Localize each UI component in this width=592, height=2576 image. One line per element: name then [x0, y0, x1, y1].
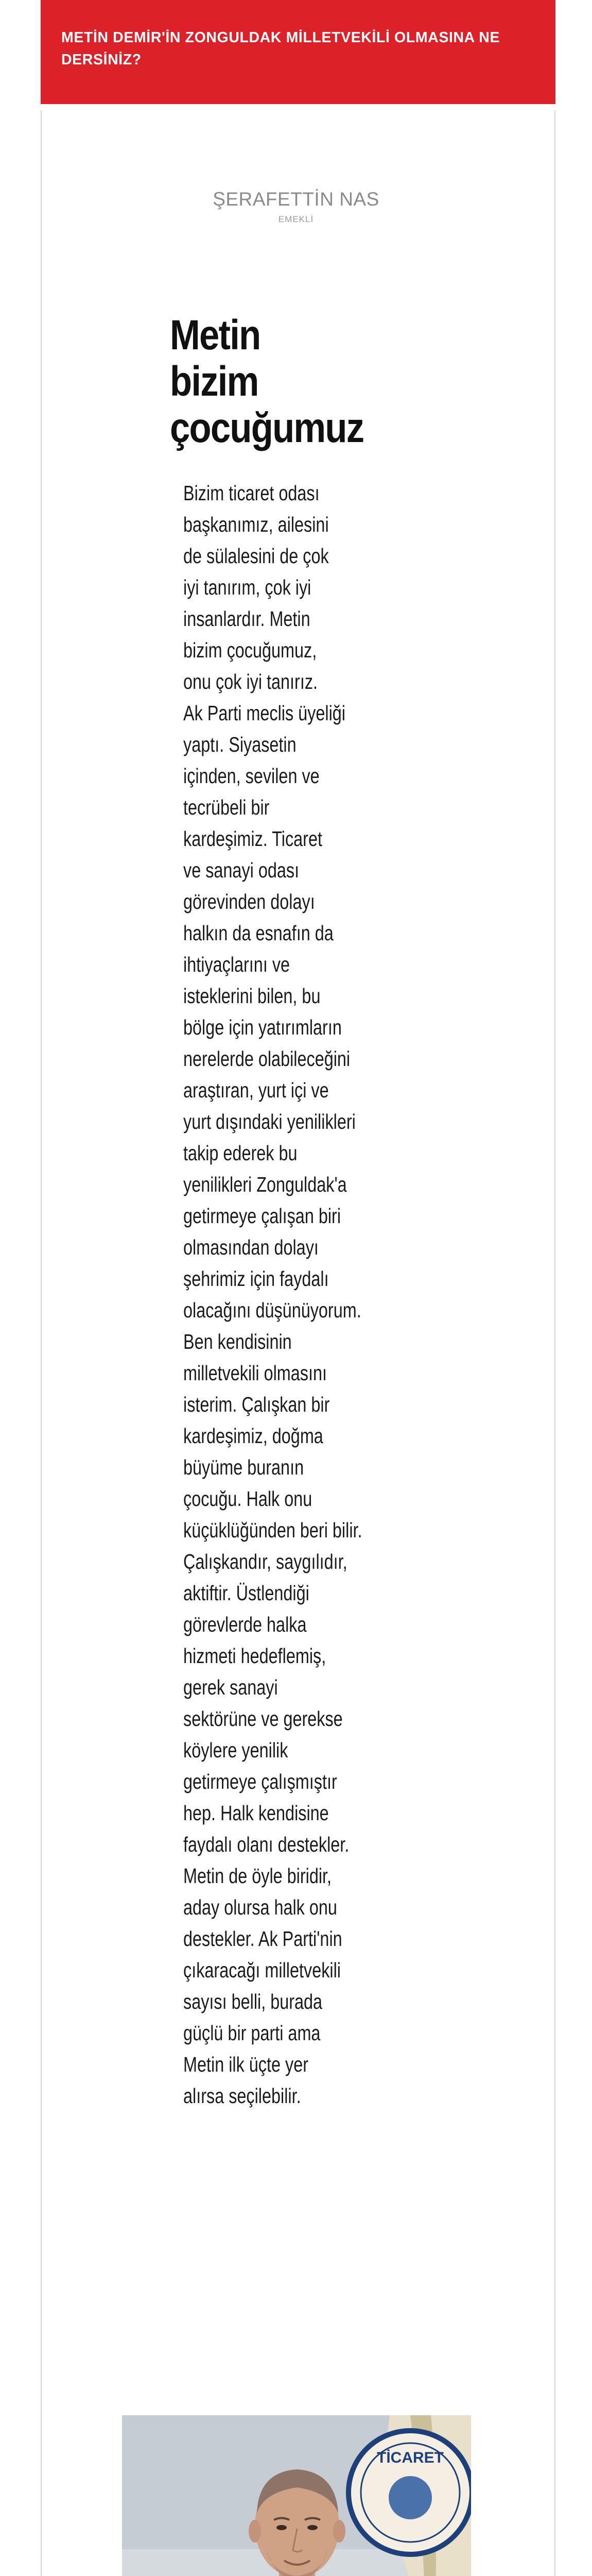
body-line: çocuğu. Halk onu	[183, 1487, 312, 1511]
body-line: aday olursa halk onu	[183, 1895, 337, 1919]
body-line: görevinden dolayı	[183, 890, 315, 913]
body-line: yenilikleri Zonguldak'a	[183, 1173, 347, 1196]
body-line: iyi tanırım, çok iyi	[183, 575, 311, 599]
body-line: bölge için yatırımların	[183, 1015, 342, 1039]
body-line: tecrübeli bir	[183, 795, 270, 819]
body-line: Ak Parti meclis üyeliği	[183, 701, 346, 725]
body-line: Metin de öyle biridir,	[183, 1864, 332, 1888]
body-line: aktiftir. Üstlendiği	[183, 1581, 309, 1605]
body-line: başkanımız, ailesini	[183, 513, 329, 536]
body-line: yaptı. Siyasetin	[183, 733, 297, 756]
body-line: hep. Halk kendisine	[183, 1801, 329, 1825]
svg-text:TİCARET: TİCARET	[377, 2449, 444, 2466]
body-line: onu çok iyi tanırız.	[183, 670, 318, 693]
body-line: kardeşimiz. Ticaret	[183, 827, 322, 851]
body-line: olmasından dolayı	[183, 1235, 319, 1259]
body-line: bizim çocuğumuz,	[183, 638, 317, 662]
body-line: çıkaracağı milletvekili	[183, 1958, 341, 1982]
body-line: gerek sanayi	[183, 1675, 278, 1699]
body-line: köylere yenilik	[183, 1738, 288, 1762]
article-body	[183, 478, 395, 2112]
body-line: milletvekili olmasını	[183, 1361, 327, 1385]
body-line: Bizim ticaret odası	[183, 481, 320, 505]
body-line: güçlü bir parti ama	[183, 2021, 321, 2045]
article-headline	[170, 312, 400, 451]
body-line: içinden, sevilen ve	[183, 764, 320, 788]
body-line: görevlerde halka	[183, 1613, 307, 1636]
body-line: nerelerde olabileceğini	[183, 1047, 351, 1071]
body-line: isteklerini bilen, bu	[183, 984, 321, 1008]
body-line: şehrimiz için faydalı	[183, 1267, 329, 1291]
body-line: Çalışkandır, saygılıdır,	[183, 1550, 347, 1573]
header-banner	[41, 0, 555, 104]
author-name: ŞERAFETTİN NAS	[213, 189, 379, 210]
body-line: de sülalesini de çok	[183, 544, 329, 568]
body-line: yurt dışındaki yenilikleri	[183, 1110, 356, 1133]
chamber-seal-icon	[349, 2431, 471, 2554]
body-line: destekler. Ak Parti'nin	[183, 1927, 342, 1951]
header-title: METİN DEMİR'İN ZONGULDAK MİLLETVEKİLİ OLMASINA NE DERSİNİZ?	[61, 29, 500, 68]
body-line: isterim. Çalışkan bir	[183, 1393, 330, 1416]
body-line: getirmeye çalışmıştır	[183, 1770, 337, 1793]
body-line: insanlardır. Metin	[183, 607, 310, 631]
headline-line: bizim	[170, 358, 258, 405]
body-line: ihtiyaçlarını ve	[183, 953, 290, 976]
body-line: sektörüne ve gerekse	[183, 1707, 343, 1731]
body-line: kardeşimiz, doğma	[183, 1424, 323, 1448]
body-line: alırsa seçilebilir.	[183, 2084, 301, 2108]
body-line: faydalı olanı destekler.	[183, 1833, 350, 1856]
portrait-photo	[122, 2415, 471, 2576]
body-line: büyüme buranın	[183, 1455, 304, 1479]
body-line: hizmeti hedeflemiş,	[183, 1644, 326, 1668]
body-line: sayısı belli, burada	[183, 1990, 323, 2013]
author-role: EMEKLİ	[278, 214, 314, 224]
body-line: Ben kendisinin	[183, 1330, 292, 1353]
body-line: küçüklüğünden beri bilir.	[183, 1518, 362, 1542]
body-line: araştıran, yurt içi ve	[183, 1078, 329, 1102]
body-line: olacağını düşünüyorum.	[183, 1298, 361, 1322]
body-line: halkın da esnafın da	[183, 921, 334, 945]
body-line: ve sanayi odası	[183, 858, 300, 882]
body-line: Metin ilk üçte yer	[183, 2053, 309, 2076]
body-line: getirmeye çalışan biri	[183, 1204, 341, 1228]
headline-line: çocuğumuz	[170, 404, 364, 451]
headline-line: Metin	[170, 312, 260, 359]
body-line: takip ederek bu	[183, 1141, 298, 1165]
